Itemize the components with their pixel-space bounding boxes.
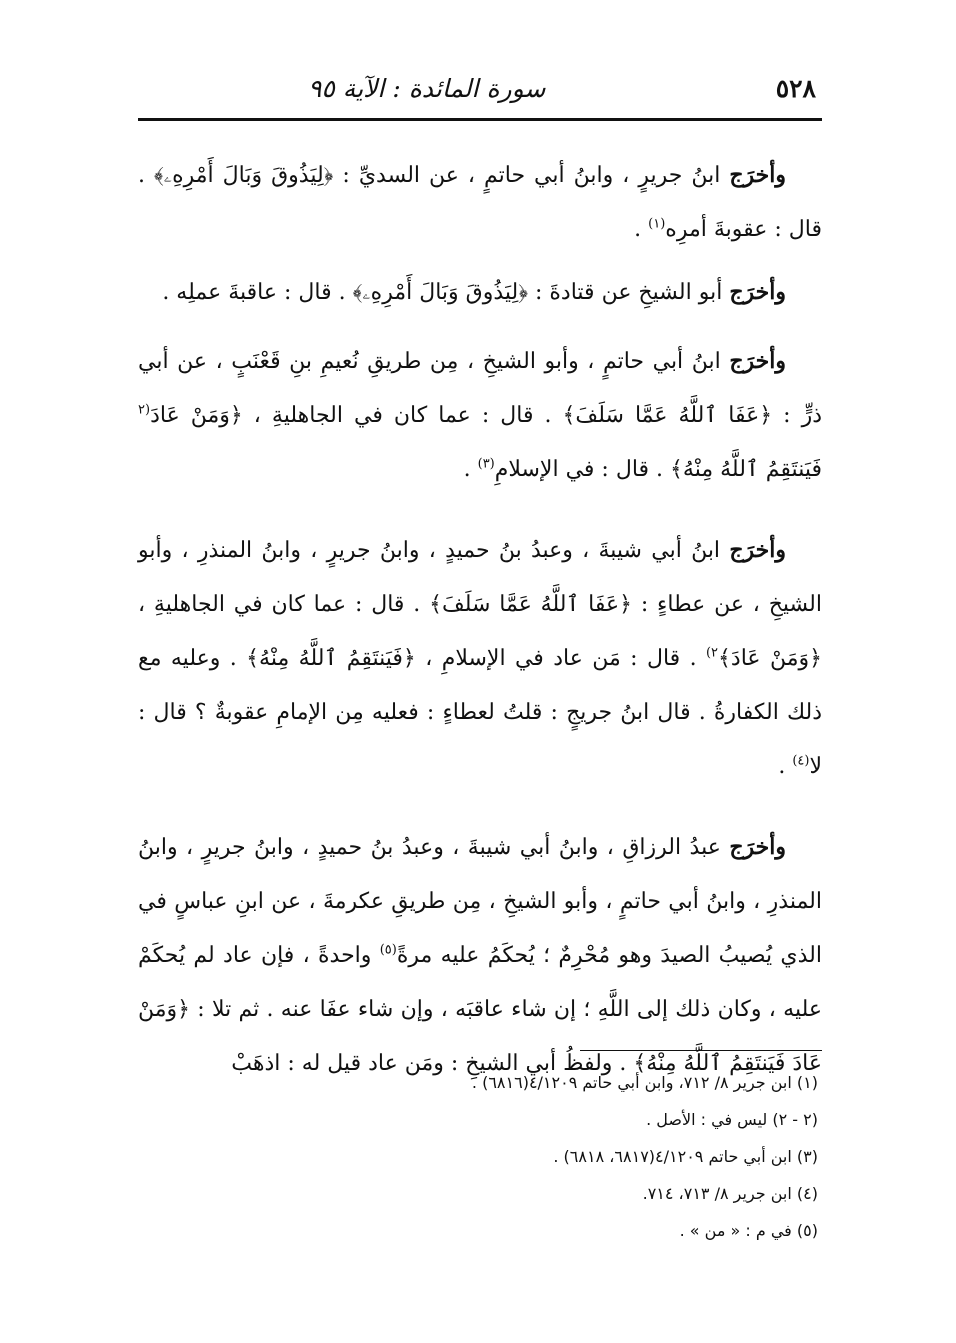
- paragraph-text: أبو الشيخِ عن قتادةَ : ﴿لِيَذُوقَ وَبَالَ أَمْرِهِۦ﴾ . قال : عاقبةَ عملِه .: [162, 280, 723, 305]
- paragraph-tail: .: [634, 217, 649, 242]
- paragraph-tail: واحدةً ، فإن عاد لم يُحكَمْ عليه ، وكان ذلك إلى اللَّهِ ؛ إن شاء عاقبَه ، وإن شاء عفَا عنه . ثم تلا : ﴿وَمَنْ عَادَ فَيَنتَقِمُ ٱللَّهُ مِنْهُ﴾ . ولفظُ أبي الشيخِ : ومَن عاد قيل له : اذهَبْ: [138, 943, 822, 1076]
- paragraph: [138, 523, 822, 794]
- footnote-ref: (٤): [792, 753, 810, 769]
- footnote: (٣) ابن أبي حاتم ٤/١٢٠٩(٦٨١٧، ٦٨١٨) .: [553, 1147, 818, 1166]
- footnote-ref: (٢: [138, 402, 151, 418]
- paragraph-tail: . قال : مَن عاد في الإسلامِ ، ﴿فَيَنتَقِمُ ٱللَّهُ مِنْهُ﴾ . وعليه مع ذلك الكفارةُ . قال ابنُ جريجٍ : قلتُ لعطاءٍ : فعليه مِن الإمامِ عقوبةٌ ؟ قال : لا: [138, 646, 822, 779]
- paragraph-tail: فَيَنتَقِمُ ٱللَّهُ مِنْهُ﴾ . قال : في الإسلامِ: [494, 457, 822, 482]
- paragraph-lead: وأخرَج: [729, 279, 786, 305]
- paragraph: [138, 148, 822, 257]
- paragraph-lead: وأخرَج: [729, 537, 786, 563]
- paragraph-text: عبدُ الرزاقِ ، وابنُ أبي شيبةَ ، وعبدُ بنُ حميدٍ ، وابنُ جريرٍ ، وابنُ المنذرِ ، وابنُ أبي حاتمٍ ، وأبو الشيخِ ، مِن طريقِ عكرمةَ ، عن ابنِ عباسٍ في الذي يُصيبُ الصيدَ وهو مُحْرِمٌ ؛ يُحكَمُ عليه مرةً: [138, 835, 822, 968]
- paragraph: [138, 334, 822, 497]
- footnote-ref: (١): [648, 216, 666, 232]
- footnote: (٤) ابن جرير ٨/ ٧١٣، ٧١٤.: [642, 1184, 818, 1203]
- header-rule: [138, 118, 822, 121]
- main-text: [138, 148, 822, 1105]
- footnote: (١) ابن جرير ٨/ ٧١٢، وابن أبي حاتم ٤/١٢٠٩(٦٨١٦) .: [471, 1073, 818, 1092]
- paragraph-text: ابنُ جريرٍ ، وابنُ أبي حاتمٍ ، عن السديِّ : ﴿لِيَذُوقَ وَبَالَ أَمْرِهِۦ﴾ . قال : عقوبةَ أمرِه: [138, 163, 822, 242]
- paragraph-text: ابنُ أبي حاتمٍ ، وأبو الشيخِ ، مِن طريقِ نُعيمِ بنِ قَعْنَبٍ ، عن أبي ذرٍّ : ﴿عَفَا ٱللَّهُ عَمَّا سَلَفَ﴾ . قال : عما كان في الجاهليةِ ، ﴿وَمَنْ عَادَ: [138, 349, 822, 428]
- paragraph-text: ابنُ أبي شيبةَ ، وعبدُ بنُ حميدٍ ، وابنُ جريرٍ ، وابنُ المنذرِ ، وأبو الشيخِ ، عن عطاءٍ : ﴿عَفَا ٱللَّهُ عَمَّا سَلَفَ﴾ . قال : عما كان في الجاهليةِ ، ﴿وَمَنْ عَادَ﴾: [138, 538, 822, 671]
- footnote: (٢ - ٢) ليس في : الأصل .: [646, 1110, 818, 1129]
- paragraph: [138, 265, 822, 320]
- paragraph-tail: .: [778, 754, 793, 779]
- paragraph-lead: وأخرَج: [729, 348, 786, 374]
- page-header: [138, 66, 822, 110]
- footnote: (٥) في م : « من » .: [679, 1221, 818, 1240]
- paragraph-tail: .: [463, 457, 478, 482]
- footnote-rule: [580, 1050, 822, 1051]
- footnote-ref: ٢): [705, 645, 719, 661]
- footnote-ref: (٥): [379, 942, 397, 958]
- running-title: سورة المائدة : الآية ٩٥: [308, 73, 546, 103]
- page-number: ٥٢٨: [775, 73, 816, 103]
- footnotes: [138, 1064, 822, 1249]
- footnote-ref: (٣): [477, 456, 495, 472]
- paragraph-lead: وأخرَج: [729, 834, 787, 860]
- paragraph-lead: وأخرَج: [729, 162, 786, 188]
